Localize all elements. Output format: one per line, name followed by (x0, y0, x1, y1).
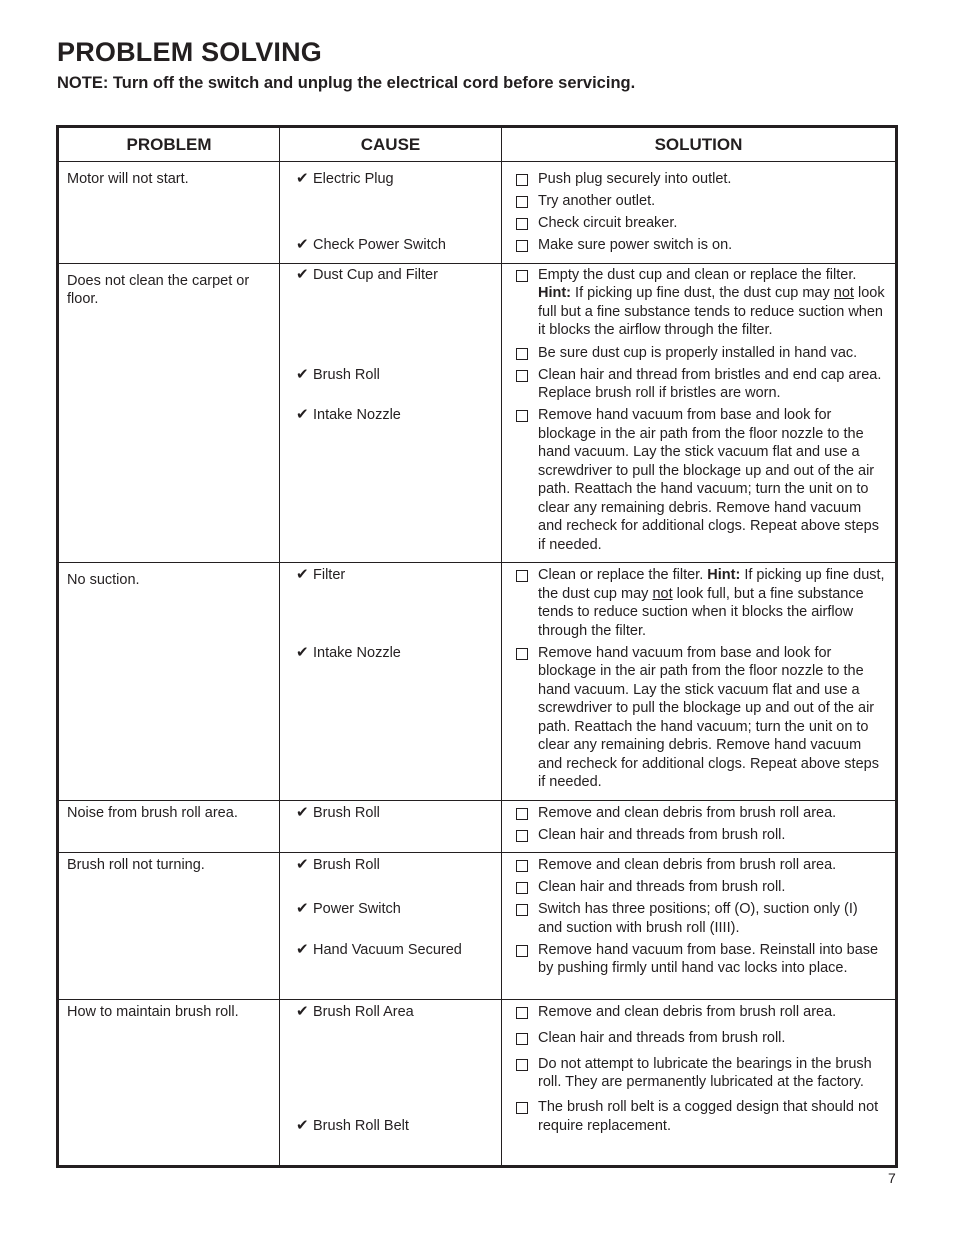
cause-item: ✔ Electric Plug (296, 170, 394, 187)
checkbox-icon (516, 945, 528, 957)
solution-item: Be sure dust cup is properly installed in hand vac. (516, 344, 885, 363)
checkbox-icon (516, 196, 528, 208)
cause-cell (280, 1000, 502, 1167)
solution-item: Clean hair and thread from bristles and end cap area. Replace brush roll if bristles are worn. (516, 366, 885, 403)
solution-cell (502, 263, 897, 563)
solution-cell (502, 1000, 897, 1167)
cause-item: ✔ Filter (296, 566, 346, 583)
solution-item: Switch has three positions; off (O), suction only (I) and suction with brush roll (IIII). (516, 900, 885, 937)
cause-item: ✔ Hand Vacuum Secured (296, 941, 462, 958)
checkbox-icon (516, 882, 528, 894)
problem-text: How to maintain brush roll. (67, 1004, 239, 1020)
checkmark-icon: ✔ (296, 900, 309, 917)
problem-cell (58, 263, 280, 563)
solution-item: Make sure power switch is on. (516, 236, 885, 255)
hint-label: Hint: (707, 567, 741, 583)
cause-item: ✔ Brush Roll (296, 856, 380, 873)
cause-cell (280, 563, 502, 801)
problem-text: No suction. (67, 572, 140, 588)
solution-item: Push plug securely into outlet. (516, 170, 885, 189)
checkmark-icon: ✔ (296, 236, 309, 253)
checkbox-icon (516, 648, 528, 660)
cause-item: ✔ Intake Nozzle (296, 405, 401, 423)
problem-cell (58, 1000, 280, 1167)
problem-solving-table (56, 125, 898, 1168)
header-problem: PROBLEM (58, 127, 280, 162)
page-title: PROBLEM SOLVING (57, 37, 323, 67)
checkmark-icon: ✔ (296, 856, 309, 873)
solution-item: The brush roll belt is a cogged design that should not require replacement. (516, 1098, 885, 1135)
solution-item: Clean hair and threads from brush roll. (516, 826, 885, 845)
checkbox-icon (516, 904, 528, 916)
checkmark-icon: ✔ (296, 566, 309, 583)
problem-text: Noise from brush roll area. (67, 804, 238, 821)
cause-cell (280, 263, 502, 563)
solution-item: Try another outlet. (516, 192, 885, 211)
checkbox-icon (516, 370, 528, 382)
solution-item: Check circuit breaker. (516, 214, 885, 233)
cause-item: ✔ Brush Roll Belt (296, 1117, 409, 1134)
table-row (58, 162, 897, 264)
problem-cell (58, 162, 280, 264)
hint-label: Hint: (538, 285, 572, 301)
solution-item: Clean hair and threads from brush roll. (516, 1029, 885, 1048)
problem-text: Brush roll not turning. (67, 857, 205, 873)
checkmark-icon: ✔ (296, 644, 309, 661)
problem-cell (58, 563, 280, 801)
solution-item: Remove and clean debris from brush roll area. (516, 804, 885, 823)
checkbox-icon (516, 218, 528, 230)
checkbox-icon (516, 240, 528, 252)
cause-item: ✔ Brush Roll (296, 365, 380, 383)
checkbox-icon (516, 270, 528, 282)
checkbox-icon (516, 830, 528, 842)
checkbox-icon (516, 1033, 528, 1045)
checkbox-icon (516, 1007, 528, 1019)
solution-item: Clean hair and threads from brush roll. (516, 878, 885, 897)
solution-cell (502, 853, 897, 1000)
checkbox-icon (516, 410, 528, 422)
cause-item: ✔ Dust Cup and Filter (296, 265, 438, 283)
checkbox-icon (516, 860, 528, 872)
checkmark-icon: ✔ (296, 170, 309, 187)
cause-item: ✔ Check Power Switch (296, 236, 446, 253)
solution-item: Remove and clean debris from brush roll area. (516, 856, 885, 875)
header-cause: CAUSE (280, 127, 502, 162)
problem-text: Does not clean the carpet or floor. (67, 272, 250, 307)
safety-note: NOTE: Turn off the switch and unplug the electrical cord before servicing. (57, 74, 636, 92)
problem-text: Motor will not start. (67, 171, 189, 187)
header-solution: SOLUTION (502, 127, 897, 162)
checkmark-icon: ✔ (296, 803, 309, 821)
page-number: 7 (888, 1170, 896, 1186)
problem-cell (58, 800, 280, 853)
table-row (58, 263, 897, 563)
solution-cell (502, 800, 897, 853)
solution-item: Remove hand vacuum from base and look for blockage in the air path from the floor nozzle to the hand vacuum. Lay the stick vacuum flat and use a screwdriver to pull the blockage up and out of the air path. Reattach the hand vacuum; turn the unit on to clear any remaining debris. Remove hand vacuum and recheck for additional clogs. Repeat above steps if needed. (516, 406, 885, 554)
checkbox-icon (516, 1102, 528, 1114)
table-header-row (58, 127, 897, 162)
checkmark-icon: ✔ (296, 1003, 309, 1020)
solution-item: Clean or replace the filter. Hint: If picking up fine dust, the dust cup may not look full, but a fine substance tends to reduce suction when it blocks the airflow through the filter. (516, 566, 885, 640)
checkbox-icon (516, 1059, 528, 1071)
solution-item: Empty the dust cup and clean or replace the filter. Hint: If picking up fine dust, the dust cup may not look full but a fine substance tends to reduce suction when it blocks the airflow through the filter. (516, 266, 885, 340)
checkmark-icon: ✔ (296, 941, 309, 958)
table-row (58, 853, 897, 1000)
checkbox-icon (516, 808, 528, 820)
cause-item: ✔ Intake Nozzle (296, 644, 401, 661)
checkmark-icon: ✔ (296, 365, 309, 383)
checkmark-icon: ✔ (296, 1117, 309, 1134)
table-row (58, 563, 897, 801)
solution-item: Remove and clean debris from brush roll area. (516, 1003, 885, 1022)
table-row (58, 1000, 897, 1167)
checkmark-icon: ✔ (296, 265, 309, 283)
cause-item: ✔ Brush Roll (296, 803, 380, 821)
table-row (58, 800, 897, 853)
solution-cell (502, 162, 897, 264)
solution-item: Do not attempt to lubricate the bearings in the brush roll. They are permanently lubricated at the factory. (516, 1055, 885, 1092)
cause-cell (280, 162, 502, 264)
solution-item: Remove hand vacuum from base and look for blockage in the air path from the floor nozzle to the hand vacuum. Lay the stick vacuum flat and use a screwdriver to pull the blockage up and out of the air path. Reattach the hand vacuum; turn the unit on to clear any remaining debris. Remove hand vacuum and recheck for additional clogs. Repeat above steps if needed. (516, 644, 885, 792)
cause-item: ✔ Brush Roll Area (296, 1003, 414, 1020)
checkbox-icon (516, 570, 528, 582)
checkbox-icon (516, 348, 528, 360)
cause-cell (280, 853, 502, 1000)
solution-item: Remove hand vacuum from base. Reinstall into base by pushing firmly until hand vac locks into place. (516, 941, 885, 978)
checkbox-icon (516, 174, 528, 186)
cause-cell (280, 800, 502, 853)
cause-item: ✔ Power Switch (296, 900, 401, 917)
problem-cell (58, 853, 280, 1000)
checkmark-icon: ✔ (296, 405, 309, 423)
solution-cell (502, 563, 897, 801)
